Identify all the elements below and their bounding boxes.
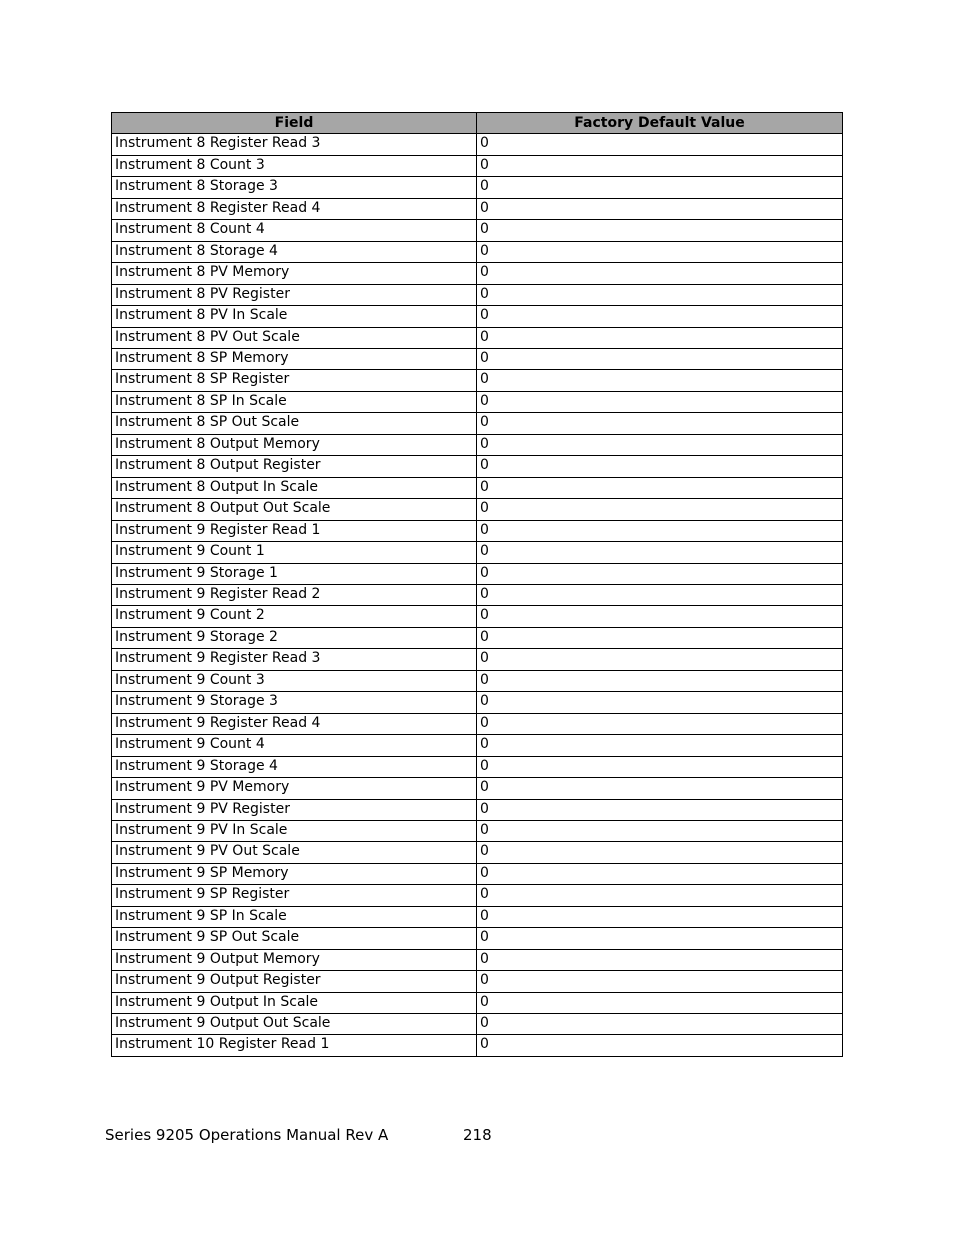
- field-cell: Instrument 8 Count 3: [112, 155, 477, 176]
- field-cell: Instrument 8 Storage 4: [112, 241, 477, 262]
- field-cell: Instrument 9 SP Memory: [112, 863, 477, 884]
- table-row: [112, 263, 843, 284]
- field-cell: Instrument 8 Storage 3: [112, 177, 477, 198]
- default-value-cell: 0: [477, 499, 843, 520]
- default-value-cell: 0: [477, 863, 843, 884]
- table-row: [112, 670, 843, 691]
- default-value-cell: 0: [477, 906, 843, 927]
- field-cell: Instrument 9 Count 3: [112, 670, 477, 691]
- table-row: [112, 477, 843, 498]
- table-row: [112, 1035, 843, 1056]
- default-value-cell: 0: [477, 177, 843, 198]
- factory-defaults-table: [111, 112, 843, 1057]
- table-row: [112, 606, 843, 627]
- table-row: [112, 735, 843, 756]
- field-cell: Instrument 8 Output Out Scale: [112, 499, 477, 520]
- field-cell: Instrument 9 PV Memory: [112, 778, 477, 799]
- default-value-cell: 0: [477, 756, 843, 777]
- table-row: [112, 284, 843, 305]
- field-cell: Instrument 8 PV Memory: [112, 263, 477, 284]
- field-column-header: Field: [112, 113, 477, 134]
- default-value-cell: 0: [477, 413, 843, 434]
- field-cell: Instrument 9 PV In Scale: [112, 820, 477, 841]
- default-value-cell: 0: [477, 391, 843, 412]
- default-value-cell: 0: [477, 327, 843, 348]
- table-row: [112, 756, 843, 777]
- field-cell: Instrument 9 Count 4: [112, 735, 477, 756]
- field-cell: Instrument 9 SP Register: [112, 885, 477, 906]
- table-row: [112, 842, 843, 863]
- table-row: [112, 241, 843, 262]
- field-cell: Instrument 8 PV Register: [112, 284, 477, 305]
- table-row: [112, 799, 843, 820]
- default-value-cell: 0: [477, 348, 843, 369]
- field-cell: Instrument 8 Register Read 4: [112, 198, 477, 219]
- table-row: [112, 885, 843, 906]
- table-row: [112, 1014, 843, 1035]
- table-header: [112, 113, 843, 134]
- default-value-cell: 0: [477, 842, 843, 863]
- footer-manual-title: Series 9205 Operations Manual Rev A: [105, 1126, 389, 1144]
- field-cell: Instrument 9 Storage 3: [112, 692, 477, 713]
- field-cell: Instrument 8 Register Read 3: [112, 134, 477, 155]
- table-row: [112, 649, 843, 670]
- field-cell: Instrument 8 SP Memory: [112, 348, 477, 369]
- table-row: [112, 134, 843, 155]
- field-cell: Instrument 10 Register Read 1: [112, 1035, 477, 1056]
- field-cell: Instrument 8 Output Memory: [112, 434, 477, 455]
- default-value-cell: 0: [477, 542, 843, 563]
- field-cell: Instrument 9 PV Out Scale: [112, 842, 477, 863]
- default-value-cell: 0: [477, 456, 843, 477]
- default-value-cell: 0: [477, 241, 843, 262]
- table-body: [112, 134, 843, 1056]
- field-cell: Instrument 9 Register Read 3: [112, 649, 477, 670]
- table-row: [112, 413, 843, 434]
- field-cell: Instrument 9 Storage 4: [112, 756, 477, 777]
- default-value-cell: 0: [477, 1014, 843, 1035]
- default-value-cell: 0: [477, 220, 843, 241]
- default-value-cell: 0: [477, 820, 843, 841]
- field-cell: Instrument 9 Output Out Scale: [112, 1014, 477, 1035]
- table-row: [112, 177, 843, 198]
- field-cell: Instrument 9 SP Out Scale: [112, 928, 477, 949]
- field-cell: Instrument 9 SP In Scale: [112, 906, 477, 927]
- field-cell: Instrument 8 Count 4: [112, 220, 477, 241]
- table-row: [112, 906, 843, 927]
- table-row: [112, 778, 843, 799]
- field-cell: Instrument 8 SP Out Scale: [112, 413, 477, 434]
- default-value-cell: 0: [477, 263, 843, 284]
- table-row: [112, 627, 843, 648]
- table-row: [112, 863, 843, 884]
- default-value-cell: 0: [477, 735, 843, 756]
- field-cell: Instrument 9 PV Register: [112, 799, 477, 820]
- field-cell: Instrument 9 Count 1: [112, 542, 477, 563]
- default-value-cell: 0: [477, 434, 843, 455]
- field-cell: Instrument 8 PV Out Scale: [112, 327, 477, 348]
- table-row: [112, 220, 843, 241]
- default-value-cell: 0: [477, 563, 843, 584]
- field-cell: Instrument 9 Output Memory: [112, 949, 477, 970]
- table-row: [112, 348, 843, 369]
- table-row: [112, 992, 843, 1013]
- field-cell: Instrument 9 Register Read 4: [112, 713, 477, 734]
- field-cell: Instrument 9 Register Read 1: [112, 520, 477, 541]
- table-row: [112, 198, 843, 219]
- default-value-cell: 0: [477, 949, 843, 970]
- default-value-cell: 0: [477, 198, 843, 219]
- table-row: [112, 370, 843, 391]
- default-value-column-header: Factory Default Value: [477, 113, 843, 134]
- default-value-cell: 0: [477, 928, 843, 949]
- table-row: [112, 692, 843, 713]
- default-value-cell: 0: [477, 370, 843, 391]
- table-row: [112, 563, 843, 584]
- table-row: [112, 434, 843, 455]
- default-value-cell: 0: [477, 477, 843, 498]
- header-row: [112, 113, 843, 134]
- table-row: [112, 542, 843, 563]
- table-row: [112, 584, 843, 605]
- default-value-cell: 0: [477, 155, 843, 176]
- footer-page-number: 218: [463, 1126, 492, 1144]
- default-value-cell: 0: [477, 713, 843, 734]
- field-cell: Instrument 8 PV In Scale: [112, 306, 477, 327]
- default-value-cell: 0: [477, 778, 843, 799]
- field-cell: Instrument 8 Output In Scale: [112, 477, 477, 498]
- default-value-cell: 0: [477, 992, 843, 1013]
- field-cell: Instrument 9 Storage 2: [112, 627, 477, 648]
- field-cell: Instrument 9 Output In Scale: [112, 992, 477, 1013]
- table-row: [112, 499, 843, 520]
- default-value-cell: 0: [477, 692, 843, 713]
- field-cell: Instrument 9 Register Read 2: [112, 584, 477, 605]
- field-cell: Instrument 9 Storage 1: [112, 563, 477, 584]
- default-value-cell: 0: [477, 1035, 843, 1056]
- field-cell: Instrument 8 SP In Scale: [112, 391, 477, 412]
- default-value-cell: 0: [477, 971, 843, 992]
- default-value-cell: 0: [477, 584, 843, 605]
- default-value-cell: 0: [477, 134, 843, 155]
- table-row: [112, 520, 843, 541]
- table-row: [112, 155, 843, 176]
- default-value-cell: 0: [477, 885, 843, 906]
- table-row: [112, 327, 843, 348]
- table-row: [112, 713, 843, 734]
- table-row: [112, 949, 843, 970]
- default-value-cell: 0: [477, 799, 843, 820]
- default-value-cell: 0: [477, 520, 843, 541]
- default-value-cell: 0: [477, 670, 843, 691]
- default-value-cell: 0: [477, 306, 843, 327]
- field-cell: Instrument 8 SP Register: [112, 370, 477, 391]
- field-cell: Instrument 8 Output Register: [112, 456, 477, 477]
- table-row: [112, 306, 843, 327]
- table-row: [112, 971, 843, 992]
- table-row: [112, 456, 843, 477]
- field-cell: Instrument 9 Count 2: [112, 606, 477, 627]
- default-value-cell: 0: [477, 284, 843, 305]
- default-value-cell: 0: [477, 627, 843, 648]
- table-row: [112, 928, 843, 949]
- default-value-cell: 0: [477, 606, 843, 627]
- field-cell: Instrument 9 Output Register: [112, 971, 477, 992]
- default-value-cell: 0: [477, 649, 843, 670]
- table-row: [112, 820, 843, 841]
- table-row: [112, 391, 843, 412]
